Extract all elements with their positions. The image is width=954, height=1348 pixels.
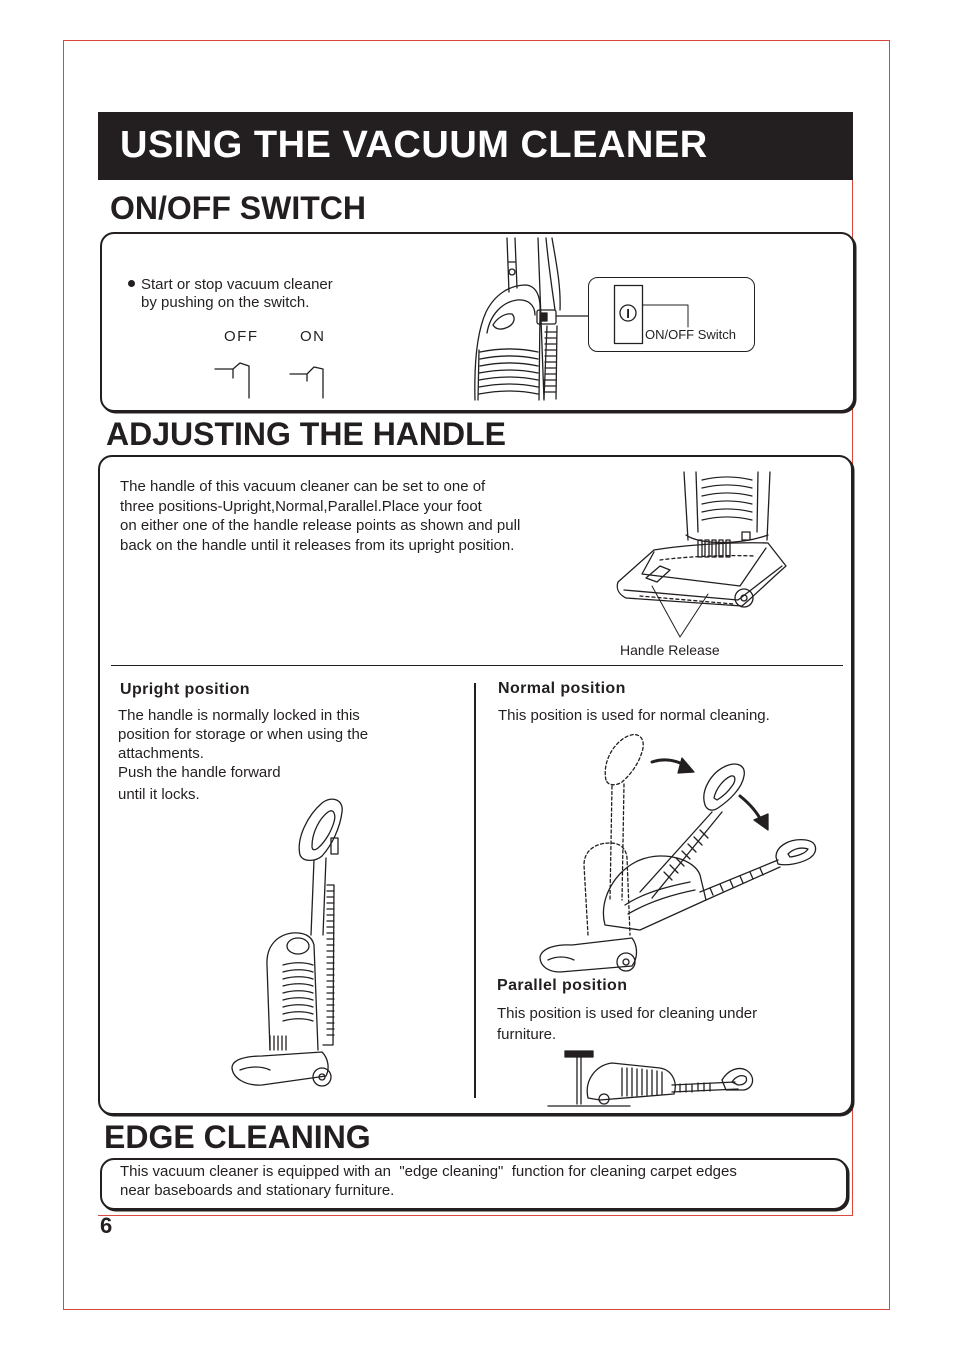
onoff-instruction-line-2: by pushing on the switch. (141, 294, 310, 311)
parallel-line-1: This position is used for cleaning under (497, 1005, 758, 1022)
upright-line-2: position for storage or when using the (118, 726, 369, 743)
page-number: 6 (100, 1213, 113, 1238)
on-label: ON (300, 328, 326, 345)
handle-intro-line-2: three positions-Upright,Normal,Parallel.Place your foot (120, 498, 482, 515)
page-title: USING THE VACUUM CLEANER (120, 124, 708, 166)
handle-release-label: Handle Release (620, 642, 720, 658)
section-heading-handle: ADJUSTING THE HANDLE (106, 416, 507, 452)
upright-line-4: Push the handle forward (118, 764, 281, 781)
edge-line-1: This vacuum cleaner is equipped with an "edge cleaning" function for cleaning carpet edges (120, 1163, 737, 1180)
onoff-instruction-line-1: Start or stop vacuum cleaner (141, 276, 333, 293)
handle-intro-line-4: back on the handle until it releases from its upright position. (120, 537, 515, 554)
power-symbol-icon: I (626, 306, 630, 321)
handle-panel-divider (111, 665, 843, 666)
normal-position-title: Normal position (498, 680, 626, 697)
upright-line-1: The handle is normally locked in this (118, 707, 360, 724)
parallel-position-title: Parallel position (497, 977, 628, 994)
upright-line-5: until it locks. (118, 786, 200, 803)
edge-line-2: near baseboards and stationary furniture. (120, 1182, 395, 1199)
handle-intro-line-3: on either one of the handle release points as shown and pull (120, 517, 521, 534)
section-heading-onoff: ON/OFF SWITCH (110, 190, 366, 226)
switch-callout-label: ON/OFF Switch (645, 327, 737, 342)
upright-line-3: attachments. (118, 745, 204, 762)
position-column-divider (474, 683, 476, 1098)
off-label: OFF (224, 328, 259, 345)
section-heading-edge: EDGE CLEANING (104, 1119, 371, 1155)
bullet-icon (128, 280, 135, 287)
onoff-panel (100, 232, 855, 412)
parallel-line-2: furniture. (497, 1026, 557, 1043)
handle-intro-line-1: The handle of this vacuum cleaner can be set to one of (120, 478, 486, 495)
frame-bottom-rule (98, 1215, 853, 1216)
upright-position-title: Upright position (120, 681, 250, 698)
normal-line-1: This position is used for normal cleaning. (498, 707, 770, 724)
